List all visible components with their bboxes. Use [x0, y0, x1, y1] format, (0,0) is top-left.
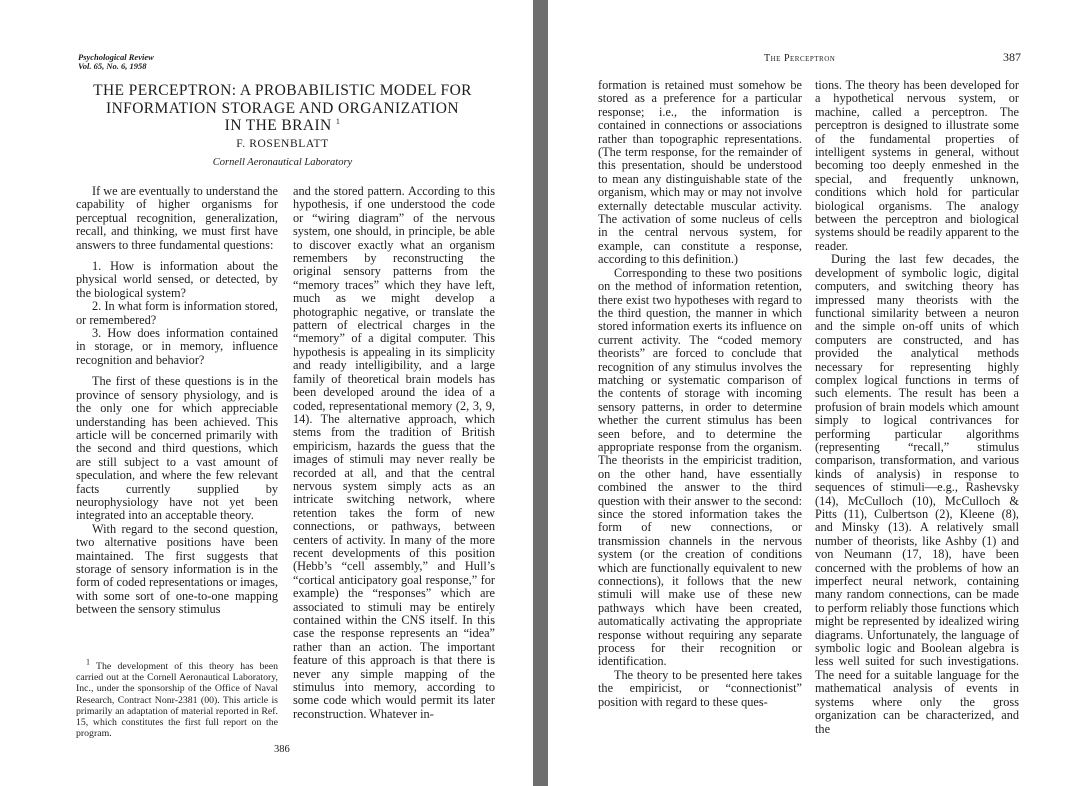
title-line-2: INFORMATION STORAGE AND ORGANIZATION [106, 99, 459, 117]
left-page-column-1 [76, 185, 278, 617]
paragraph: During the last few decades, the development of symbolic logic, digital computers, and switching theory has impressed many theorists with the functional similarity between a neuron and the simple on-off units of which computers are constructed, and has provided the analytical methods necessary for representing highly complex logical functions in terms of such elements. The result has been a profusion of brain models which amount simply to logical contrivances for performing particular algorithms (representing “recall,” stimulus comparison, transformation, and various kinds of analysis) in response to sequences of stimuli—e.g., Rashevsky (14), McCulloch (10), McCulloch & Pitts (11), Culbertson (2), Kleene (8), and Minsky (13). A relatively small number of theorists, like Ashby (1) and von Neumann (17, 18), have been concerned with the problems of how an imperfect neural network, containing many random connections, can be made to perform reliably those functions which might be represented by idealized wiring diagrams. Unfortunately, the language of symbolic logic and Boolean algebra is less well suited for such investigations. The need for a suitable language for the mathematical analysis of events in systems where only the gross organization can be characterized, and the [815, 252, 1019, 736]
title-line-3 [40, 117, 525, 135]
right-page-column-2 [815, 79, 1019, 736]
article-title [40, 82, 525, 135]
footnote-mark: 1 [86, 657, 90, 667]
right-page-column-1 [598, 79, 802, 709]
paragraph: If we are eventually to understand the capability of higher organisms for perceptual recognition, generalization, recall, and thinking, we must first have answers to three fundamental questions: [76, 184, 278, 252]
paragraph: formation is retained must somehow be stored as a preference for a particular response; i.e., the information is contained in connections or associations rather than topographic representations. (The term response, for the remainder of this presentation, should be understood to mean any distinguishable state of the organism, which may or may not involve externally detectable muscular activity. The activation of some nucleus of cells in the central nervous system, for example, can constitute a response, according to this definition.) [598, 78, 802, 267]
journal-volume: Vol. 65, No. 6, 1958 [78, 61, 147, 71]
right-page [548, 0, 1080, 786]
author-name: F. ROSENBLATT [236, 138, 329, 150]
left-page-column-2 [293, 185, 495, 721]
journal-name: Psychological Review [78, 52, 154, 62]
running-head: The Perceptron [764, 53, 836, 64]
title-line-1: THE PERCEPTRON: A PROBABILISTIC MODEL FOR [93, 82, 472, 99]
title-line-3-text: IN THE BRAIN [224, 117, 332, 134]
question-2: 2. In what form is information stored, or remembered? [76, 299, 278, 327]
footnote-text [76, 657, 278, 740]
title-footnote-mark: 1 [335, 116, 341, 126]
footnote-body: The development of this theory has been carried out at the Cornell Aeronautical Laboratory, Inc., under the sponsorship of the Office of Naval Research, Contract Nonr-2381 (00). This article is primarily an adaptation of material reported in Ref. 15, which constitutes the first full report on the program. [76, 661, 278, 740]
page-number: 387 [1003, 50, 1021, 64]
paragraph: tions. The theory has been developed for a hypothetical nervous system, or machine, called a perceptron. The perceptron is designed to illustrate some of the fundamental properties of intelligent systems in general, without becoming too deeply enmeshed in the special, and frequently unknown, conditions which hold for particular biological organisms. The analogy between the perceptron and biological systems should be readily apparent to the reader. [815, 78, 1019, 253]
footnote [76, 657, 278, 740]
paragraph: With regard to the second question, two alternative positions have been maintained. The first suggests that storage of sensory information is in the form of coded representations or images, with some sort of one-to-one mapping between the sensory stimulus [76, 521, 278, 617]
paragraph: Corresponding to these two positions on the method of information retention, there exist two hypotheses with regard to the third question, the manner in which stored information exerts its influence on current activity. The “coded memory theorists” are forced to conclude that recognition of any stimulus involves the matching or systematic comparison of the contents of storage with incoming sensory patterns, in order to determine whether the current stimulus has been seen before, and to determine the appropriate response from the organism. The theorists in the empiricist tradition, on the other hand, have essentially combined the answer to the third question with their answer to the second: since the stored information takes the form of new connections, or transmission channels in the nervous system (or the creation of conditions which are functionally equivalent to new connections), it follows that the new stimuli will make use of these new pathways which have been created, automatically activating the appropriate response without requiring any separate process for their recognition or identification. [598, 265, 802, 669]
question-1: 1. How is information about the physical world sensed, or detected, by the biological system? [76, 259, 278, 300]
paragraph: The theory to be presented here takes the empiricist, or “connectionist” position with regard to these ques- [598, 667, 802, 709]
question-3: 3. How does information contained in storage, or in memory, influence recognition and behavior? [76, 326, 278, 367]
journal-citation [78, 53, 154, 71]
left-page [0, 0, 533, 786]
paragraph: The first of these questions is in the province of sensory physiology, and is the only one for which appreciable understanding has been achieved. This article will be concerned primarily with the second and third questions, which are still subject to a vast amount of speculation, and where the few relevant facts currently supplied by neurophysiology have not yet been integrated into an acceptable theory. [76, 374, 278, 523]
page-number: 386 [274, 744, 290, 755]
author-affiliation: Cornell Aeronautical Laboratory [212, 157, 353, 168]
paragraph: and the stored pattern. According to this hypothesis, if one understood the code or “wiring diagram” of the nervous system, one should, in principle, be able to discover exactly what an organism remembers by reconstructing the original sensory patterns from the “memory traces” which they have left, much as we might develop a photographic negative, or translate the pattern of electrical charges in the “memory” of a digital computer. This hypothesis is appealing in its simplicity and ready intelligibility, and a large family of theoretical brain models has been developed around the idea of a coded, representational memory (2, 3, 9, 14). The alternative approach, which stems from the tradition of British empiricism, hazards the guess that the images of stimuli may never really be recorded at all, and that the central nervous system simply acts as an intricate switching network, where retention takes the form of new connections, or pathways, between centers of activity. In many of the more recent developments of this position (Hebb’s “cell assembly,” and Hull’s “cortical anticipatory goal response,” for example) the “responses” which are associated to stimuli may be entirely contained within the CNS itself. In this case the response represents an “idea” rather than an action. The important feature of this approach is that there is never any simple mapping of the stimulus into memory, according to some code which would permit its later reconstruction. Whatever in- [293, 184, 495, 721]
